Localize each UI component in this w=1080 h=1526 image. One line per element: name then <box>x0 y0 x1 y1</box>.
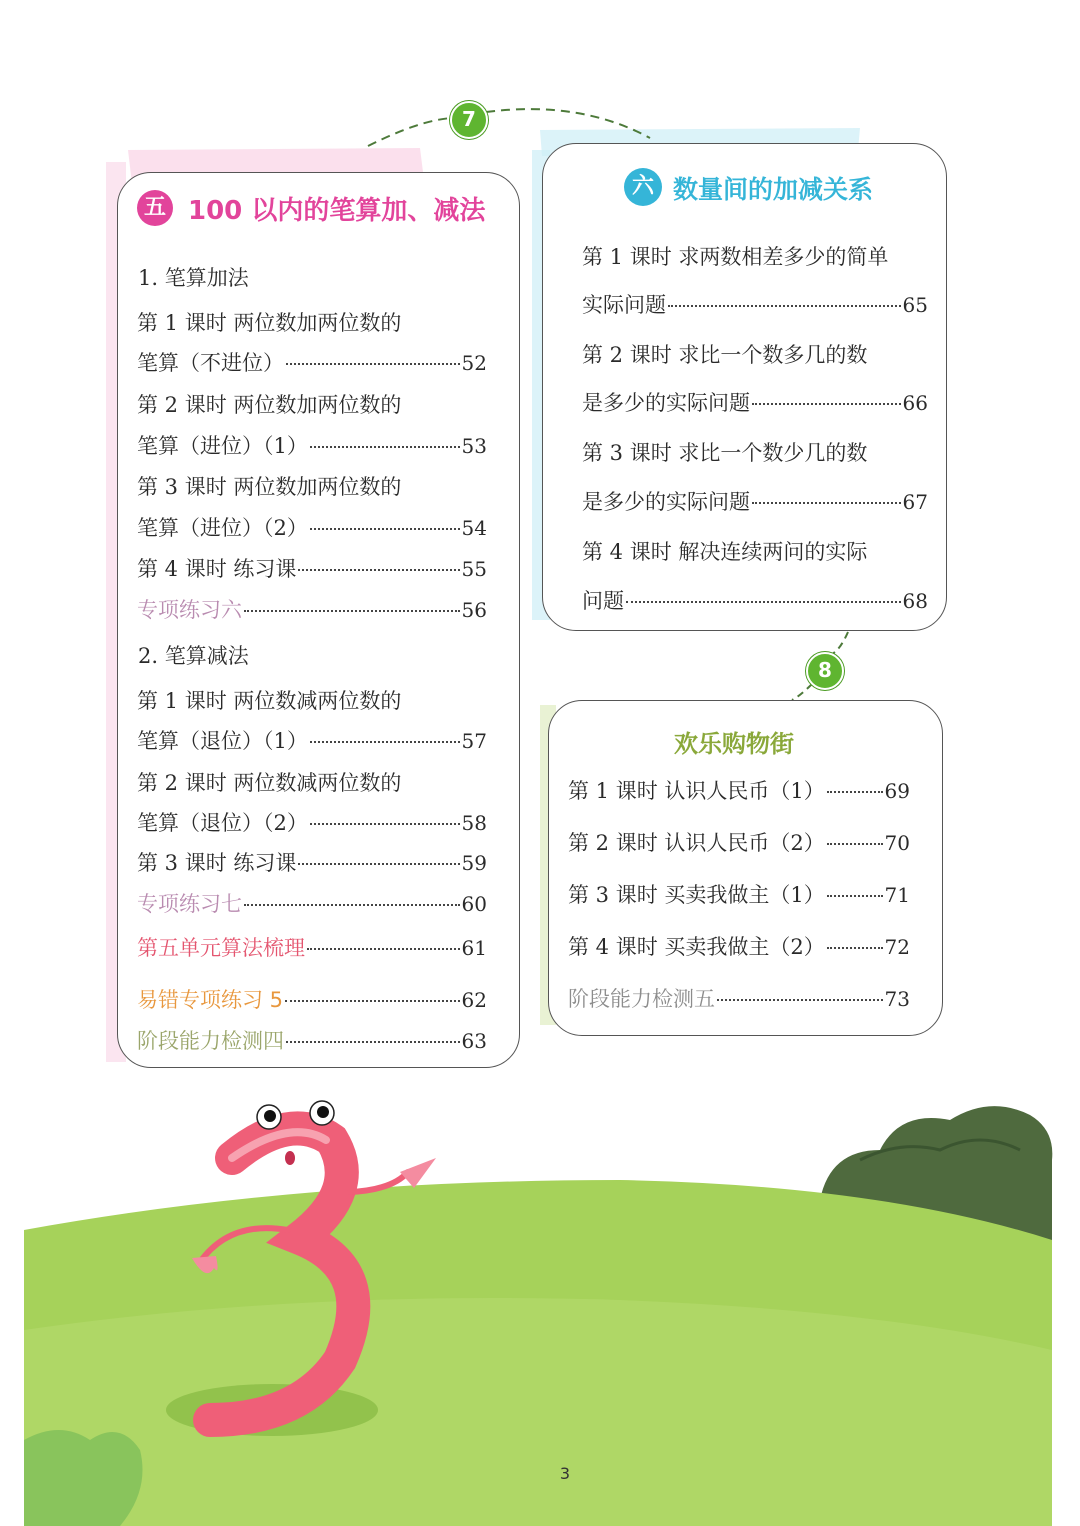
toc-text: 第 1 课时 认识人民币（1） <box>568 779 825 803</box>
leader-dots <box>286 1041 460 1043</box>
toc-page: 59 <box>461 851 487 875</box>
toc-text: 专项练习七 <box>137 892 242 916</box>
toc-text: 第 3 课时 买卖我做主（1） <box>568 883 825 907</box>
toc-u5-m5[interactable] <box>137 847 487 877</box>
toc-fun-l3[interactable] <box>568 879 910 909</box>
toc-page: 53 <box>461 434 487 458</box>
toc-fun-l2[interactable] <box>568 827 910 857</box>
section-addition: 1. 笔算加法 <box>138 266 249 290</box>
toc-page: 70 <box>884 831 910 855</box>
toc-u5-l2[interactable] <box>137 347 487 377</box>
toc-text: 第 4 课时 买卖我做主（2） <box>568 935 825 959</box>
toc-page: 65 <box>902 293 928 317</box>
toc-text: 阶段能力检测四 <box>137 1029 284 1053</box>
toc-text: 问题 <box>582 589 624 613</box>
fun-title: 欢乐购物街 <box>674 730 794 758</box>
toc-text: 第五单元算法梳理 <box>137 936 305 960</box>
toc-text: 第 2 课时 认识人民币（2） <box>568 831 825 855</box>
toc-u5-m4[interactable] <box>137 807 487 837</box>
unit5-badge: 五 <box>137 190 173 226</box>
leader-dots <box>307 948 460 950</box>
toc-u5-m1[interactable]: 第 1 课时 两位数减两位数的 <box>137 689 402 713</box>
leader-dots <box>827 791 883 793</box>
leader-dots <box>752 403 901 405</box>
toc-u5-l6[interactable] <box>137 512 487 542</box>
leader-dots <box>310 528 460 530</box>
toc-text: 实际问题 <box>582 293 666 317</box>
toc-page: 61 <box>461 936 487 960</box>
leader-dots <box>310 446 460 448</box>
leader-dots <box>752 502 901 504</box>
toc-u5-errors[interactable] <box>137 984 487 1014</box>
toc-u6-l8[interactable] <box>582 585 928 615</box>
leader-dots <box>668 305 901 307</box>
route-node-8: 8 <box>806 652 844 690</box>
page-number: 3 <box>559 1464 571 1483</box>
toc-page: 72 <box>884 935 910 959</box>
leader-dots <box>827 947 883 949</box>
toc-u5-l3[interactable]: 第 2 课时 两位数加两位数的 <box>137 393 402 417</box>
toc-u5-l1[interactable]: 第 1 课时 两位数加两位数的 <box>137 311 402 335</box>
toc-u5-m6[interactable] <box>137 888 487 918</box>
toc-text: 第 4 课时 练习课 <box>137 557 297 581</box>
toc-page: 73 <box>884 987 910 1011</box>
toc-text: 阶段能力检测五 <box>568 987 715 1011</box>
toc-text: 笔算（退位）（1） <box>137 729 308 753</box>
toc-text: 第 3 课时 练习课 <box>137 851 297 875</box>
toc-u6-l7[interactable]: 第 4 课时 解决连续两问的实际 <box>582 540 868 564</box>
toc-fun-l1[interactable] <box>568 775 910 805</box>
toc-u5-test[interactable] <box>137 1025 487 1055</box>
toc-page: 68 <box>902 589 928 613</box>
route-node-7: 7 <box>450 101 488 139</box>
toc-fun-test[interactable] <box>568 983 910 1013</box>
toc-page: 57 <box>461 729 487 753</box>
toc-page: 67 <box>902 490 928 514</box>
toc-text: 笔算（进位）（2） <box>137 516 308 540</box>
toc-u5-l8[interactable] <box>137 594 487 624</box>
toc-text: 是多少的实际问题 <box>582 391 750 415</box>
leader-dots <box>626 601 901 603</box>
toc-u5-m2[interactable] <box>137 725 487 755</box>
leader-dots <box>244 904 460 906</box>
toc-page: 58 <box>461 811 487 835</box>
toc-u6-l6[interactable] <box>582 486 928 516</box>
toc-text: 笔算（退位）（2） <box>137 811 308 835</box>
toc-page: 63 <box>461 1029 487 1053</box>
leader-dots <box>827 843 883 845</box>
toc-u5-l7[interactable] <box>137 553 487 583</box>
leader-dots <box>310 823 460 825</box>
toc-u5-l4[interactable] <box>137 430 487 460</box>
toc-page: 71 <box>884 883 910 907</box>
toc-text: 笔算（进位）（1） <box>137 434 308 458</box>
toc-u6-l4[interactable] <box>582 387 928 417</box>
toc-page: 55 <box>461 557 487 581</box>
unit5-title: 100 以内的笔算加、减法 <box>188 196 486 226</box>
toc-page: 52 <box>461 351 487 375</box>
toc-page: 54 <box>461 516 487 540</box>
leader-dots <box>285 1000 460 1002</box>
toc-page: 60 <box>461 892 487 916</box>
leader-dots <box>298 863 459 865</box>
toc-page: 66 <box>902 391 928 415</box>
toc-u6-l1[interactable]: 第 1 课时 求两数相差多少的简单 <box>582 245 889 269</box>
toc-u6-l5[interactable]: 第 3 课时 求比一个数少几的数 <box>582 441 868 465</box>
toc-text: 笔算（不进位） <box>137 351 284 375</box>
unit6-title: 数量间的加减关系 <box>673 175 874 204</box>
section-subtraction: 2. 笔算减法 <box>138 644 249 668</box>
toc-text: 专项练习六 <box>137 598 242 622</box>
toc-u6-l3[interactable]: 第 2 课时 求比一个数多几的数 <box>582 343 868 367</box>
toc-page: 56 <box>461 598 487 622</box>
toc-u5-l5[interactable]: 第 3 课时 两位数加两位数的 <box>137 475 402 499</box>
leader-dots <box>286 363 460 365</box>
toc-u6-l2[interactable] <box>582 289 928 319</box>
leader-dots <box>244 610 460 612</box>
toc-page: 69 <box>884 779 910 803</box>
leader-dots <box>827 895 883 897</box>
toc-text: 是多少的实际问题 <box>582 490 750 514</box>
toc-fun-l4[interactable] <box>568 931 910 961</box>
toc-page: 62 <box>461 988 487 1012</box>
leader-dots <box>717 999 883 1001</box>
leader-dots <box>298 569 459 571</box>
toc-text: 易错专项练习 5 <box>137 988 284 1012</box>
leader-dots <box>310 741 460 743</box>
toc-u5-review[interactable] <box>137 932 487 962</box>
toc-u5-m3[interactable]: 第 2 课时 两位数减两位数的 <box>137 771 402 795</box>
unit6-badge: 六 <box>624 168 662 206</box>
